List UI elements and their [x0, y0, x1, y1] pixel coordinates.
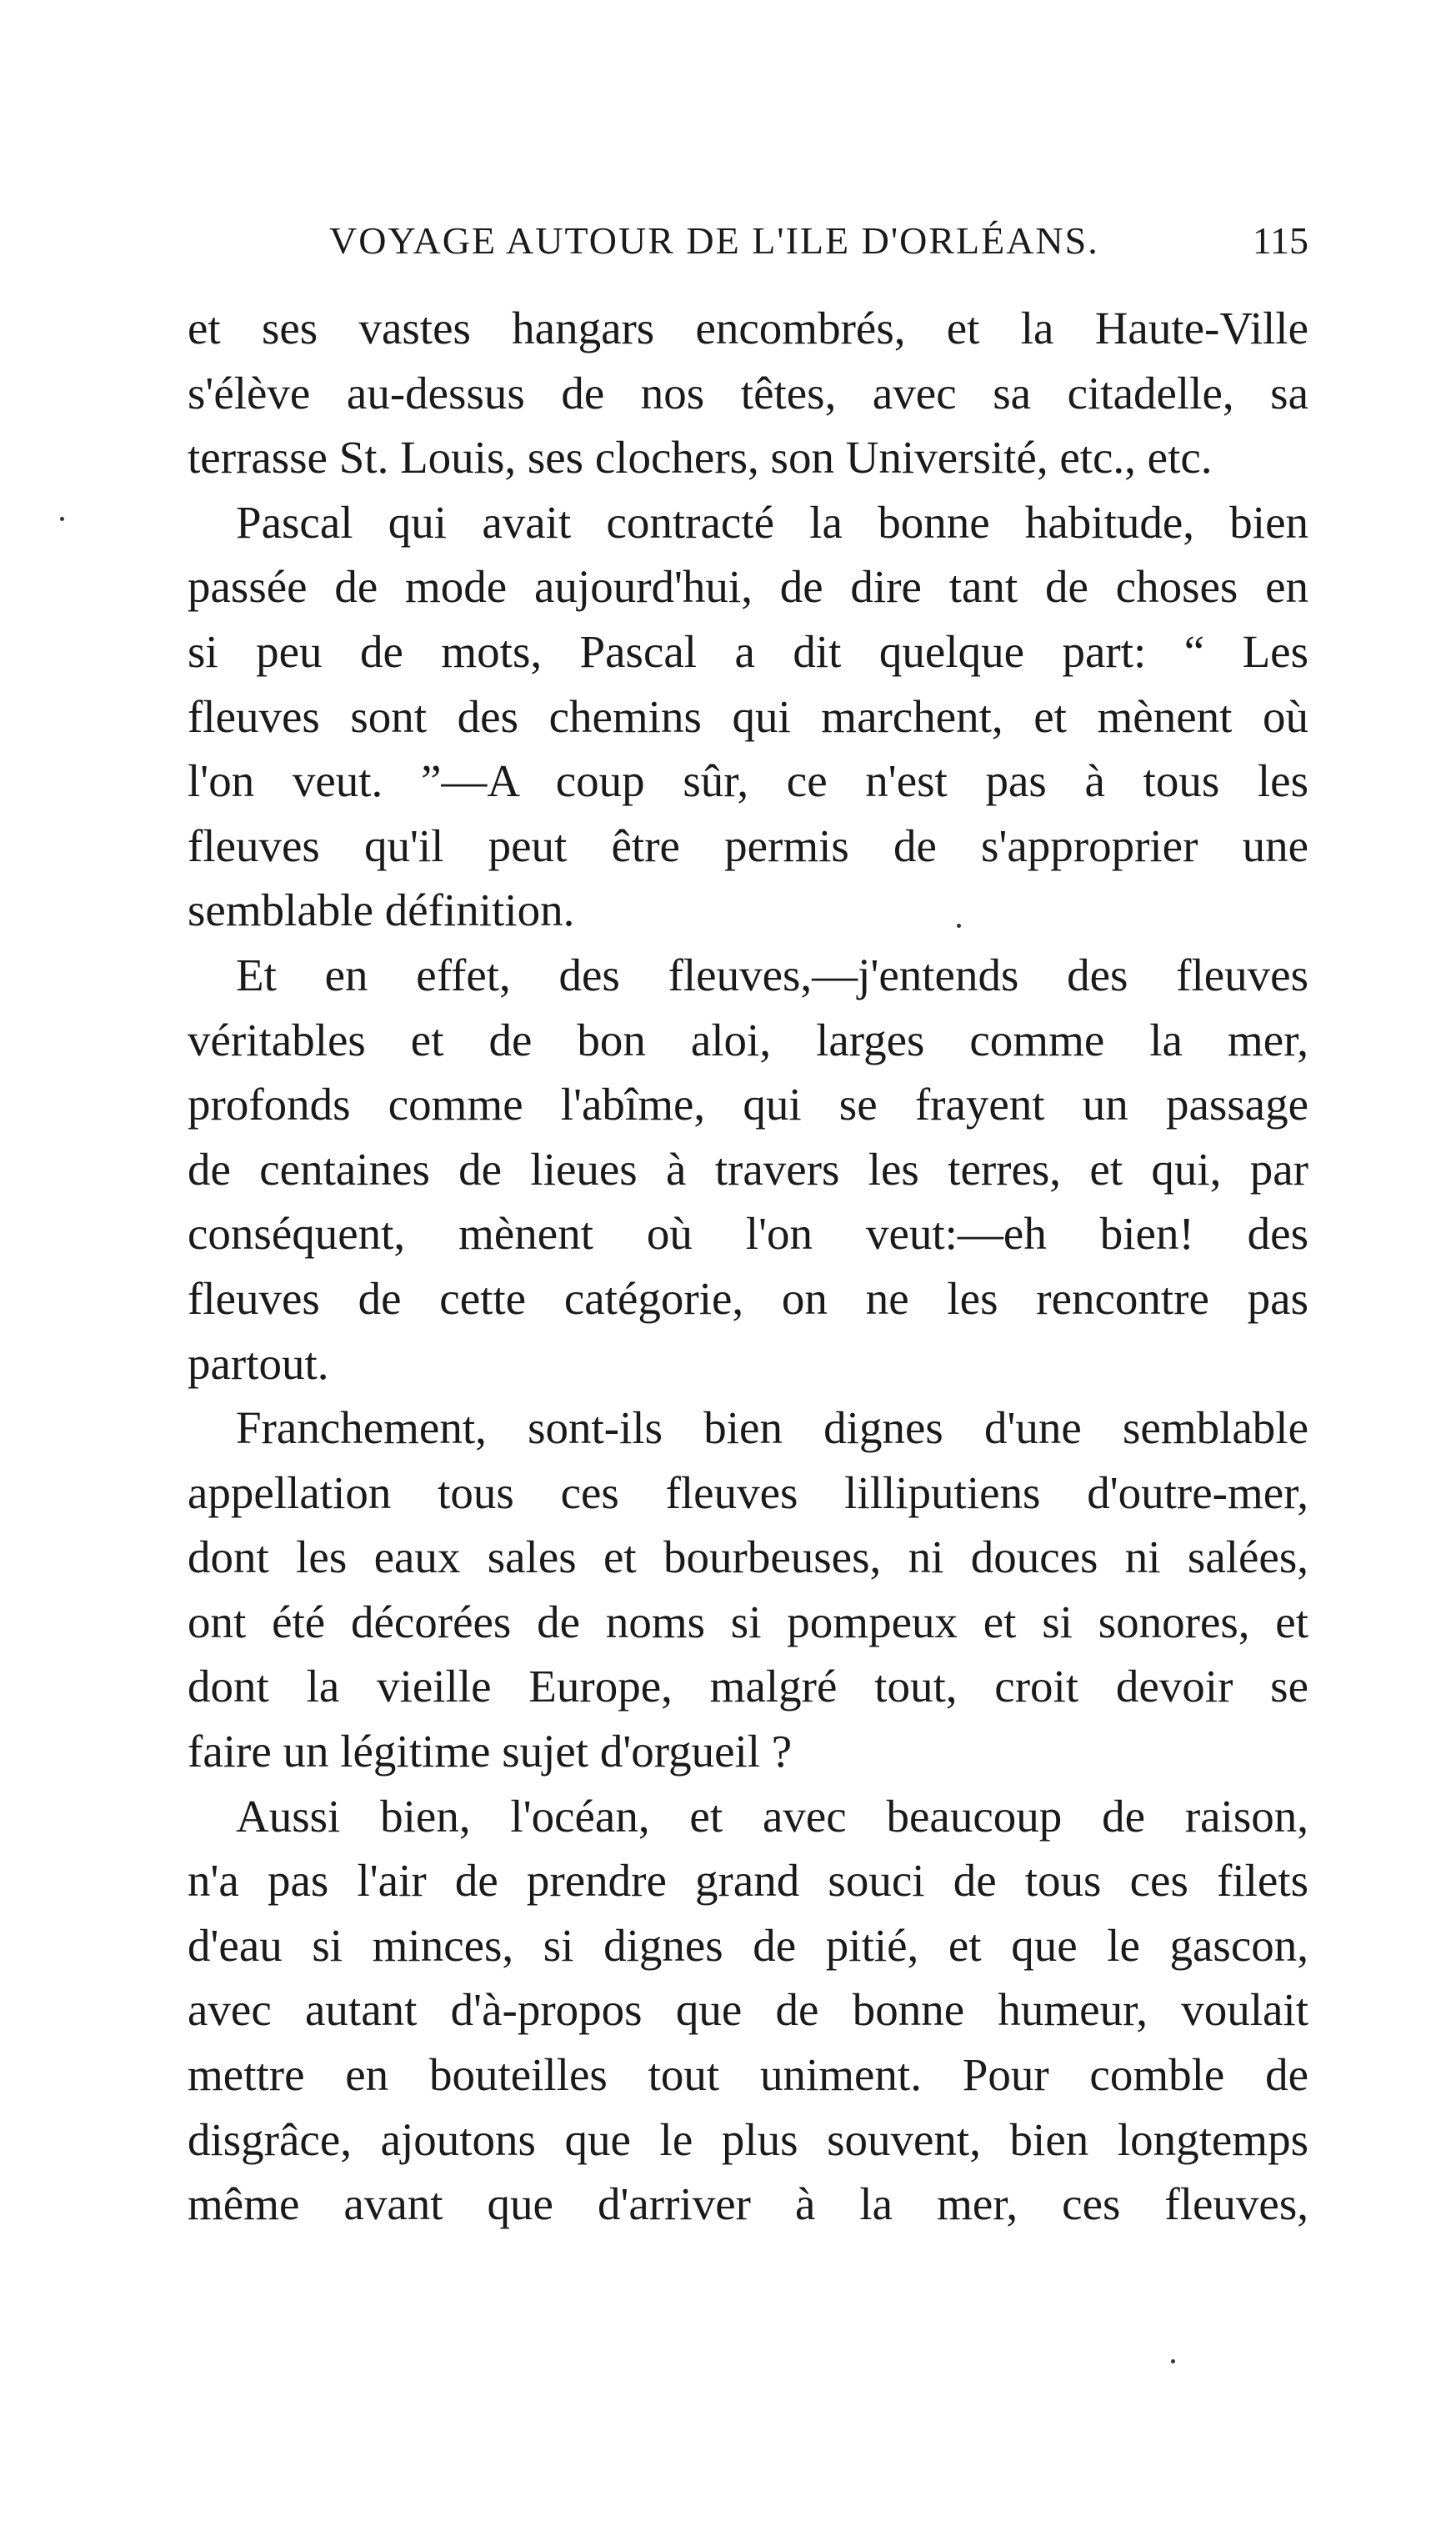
text-line: l'on veut. ”—A coup sûr, ce n'est pas à tous les	[188, 755, 1308, 807]
text-line: avec autant d'à-propos que de bonne humeur, voulait	[188, 1984, 1308, 2036]
text-line: disgrâce, ajoutons que le plus souvent, bien longtemps	[188, 2113, 1308, 2165]
text-line: dont les eaux sales et bourbeuses, ni douces ni salées,	[188, 1531, 1308, 1583]
text-line: conséquent, mènent où l'on veut:—eh bien! des	[188, 1208, 1308, 1260]
text-line: semblable définition.	[188, 885, 575, 936]
text-line: dont la vieille Europe, malgré tout, croit devoir se	[188, 1661, 1308, 1712]
text-line: Franchement, sont-ils bien dignes d'une semblable	[236, 1402, 1308, 1454]
text-line: Et en effet, des fleuves,—j'entends des fleuves	[236, 949, 1308, 1000]
print-speck	[957, 924, 961, 928]
text-line: et ses vastes hangars encombrés, et la Haute-Ville	[188, 303, 1308, 353]
text-line: terrasse St. Louis, ses clochers, son Université, etc., etc.	[188, 432, 1213, 484]
text-line: véritables et de bon aloi, larges comme la mer,	[188, 1014, 1308, 1065]
text-line: même avant que d'arriver à la mer, ces fleuves,	[188, 2178, 1308, 2230]
print-speck	[1171, 2359, 1175, 2363]
text-line: d'eau si minces, si dignes de pitié, et que le gascon,	[188, 1919, 1308, 1971]
text-line: partout.	[188, 1337, 329, 1389]
text-line: de centaines de lieues à travers les terres, et qui, par	[188, 1143, 1308, 1195]
text-line: si peu de mots, Pascal a dit quelque part: “ Les	[188, 625, 1308, 677]
running-title: VOYAGE AUTOUR DE L'ILE D'ORLÉANS.	[329, 219, 1099, 262]
running-head	[188, 218, 1308, 268]
text-line: s'élève au-dessus de nos têtes, avec sa citadelle, sa	[188, 367, 1308, 418]
page-number: 115	[1252, 219, 1308, 262]
text-line: Pascal qui avait contracté la bonne habitude, bien	[236, 496, 1308, 548]
text-line: fleuves sont des chemins qui marchent, et mènent où	[188, 690, 1308, 742]
text-line: mettre en bouteilles tout uniment. Pour comble de	[188, 2049, 1308, 2101]
print-speck	[60, 517, 64, 521]
text-line: n'a pas l'air de prendre grand souci de tous ces filets	[188, 1855, 1308, 1907]
text-line: fleuves qu'il peut être permis de s'approprier une	[188, 819, 1308, 871]
text-line: faire un légitime sujet d'orgueil ?	[188, 1726, 793, 1777]
text-line: fleuves de cette catégorie, on ne les rencontre pas	[188, 1272, 1308, 1324]
text-line: Aussi bien, l'océan, et avec beaucoup de raison,	[236, 1790, 1308, 1842]
text-line: ont été décorées de noms si pompeux et si sonores, et	[188, 1596, 1308, 1647]
body-text	[188, 296, 1308, 2237]
text-line: passée de mode aujourd'hui, de dire tant de choses en	[188, 561, 1308, 613]
text-line: profonds comme l'abîme, qui se frayent un passage	[188, 1079, 1308, 1130]
text-line: appellation tous ces fleuves lilliputiens d'outre-mer,	[188, 1466, 1308, 1518]
